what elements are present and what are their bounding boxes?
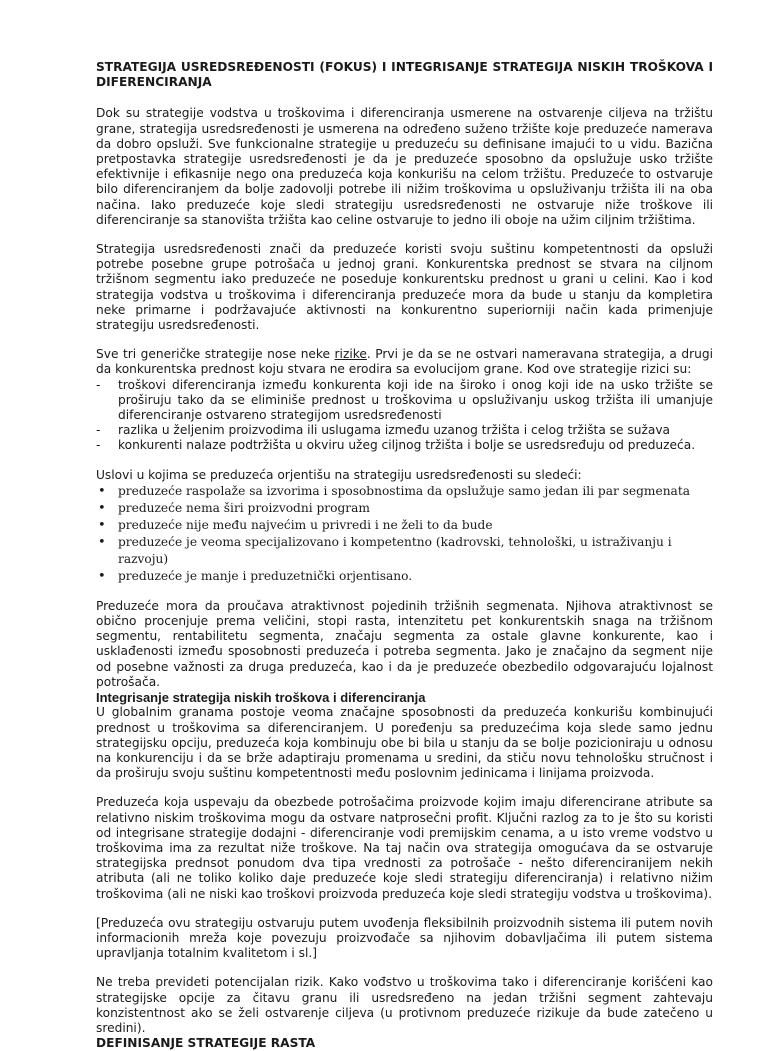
paragraph-integration-3: [Preduzeća ovu strategiju ostvaruju putem uvođenja fleksibilnih proizvodnih sistema ili putem novih informacionih mreža koje povezuju proizvođače sa njihovim dobavljačima ili putem sistema upravljanja totalnim kvalitetom i sl.]: [96, 915, 713, 961]
section-heading-integration: Integrisanje strategija niskih troškova i diferenciranja: [96, 690, 426, 706]
risk-item: - konkurenti nalaze podtržišta u okviru užeg ciljnog tržišta i bolje se usredsređuju od preduzeća.: [96, 438, 713, 453]
section-heading-growth: DEFINISANJE STRATEGIJE RASTA: [96, 1036, 316, 1051]
paragraph-segments: Preduzeće mora da proučava atraktivnost pojedinih tržišnih segmenata. Njihova atraktivnost se obično procenjuje prema veličini, stopi rasta, intenzitetu pet konkurentskih snaga na tržišnom segmentu, rentabilitetu segmenta, značaju segmenta za ostale glavne konkurente, kao i usklađenosti između sposobnosti preduzeća i potreba segmenta. Jako je značajno da segment nije od posebne važnosti za druga preduzeća, kao i da je preduzeće obezbedilo odgovarajuću lojalnost potrošača.: [96, 598, 713, 689]
paragraph-competence: Strategija usredsređenosti znači da preduzeće koristi svoju suštinu kompetentnosti da opsluži potrebe posebne grupe potrošača u jednoj grani. Konkurentska prednost se stvara na ciljnom tržišnom segmentu iako preduzeće ne poseduje konkurentsku prednost u grani u celini. Kao i kod strategija vodstva u troškovima i diferenciranja preduzeće mora da bude u stanju da kompletira neke primarne i podržavajuće aktivnosti na konkurentno superiorniji način kada primenjuje strategiju usredsređenosti.: [96, 242, 713, 333]
risks-link[interactable]: rizike: [334, 347, 367, 362]
condition-item: • preduzeće je manje i preduzetnički orjentisano.: [96, 568, 713, 585]
document-title: STRATEGIJA USREDSREĐENOSTI (FOKUS) I INTEGRISANJE STRATEGIJA NISKIH TROŠKOVA I DIFERENCIRANJA: [96, 60, 713, 90]
condition-item: • preduzeće nema širi proizvodni program: [96, 500, 713, 517]
risk-item: - razlika u željenim proizvodima ili uslugama između uzanog tržišta i celog tržišta se sužava: [96, 423, 713, 438]
paragraph-integration-1: U globalnim granama postoje veoma značajne sposobnosti da preduzeća konkurišu kombinujući prednost u troškovima sa diferenciranjem. U poređenju sa preduzećima koja slede samo jednu strategijsku opciju, preduzeća koja kombinuju obe bi bila u stanju da se bolje pozicioniraju u odnosu na konkurenciju i da se brže adaptiraju promenama u sredini, da stiču novu tehnološku stručnost i da proširuju svoju suštinu kompetentnosti među poslovnim jedinicama i linijama proizvoda.: [96, 705, 713, 781]
conditions-intro: Uslovi u kojima se preduzeća orjentišu na strategiju usredsređenosti su sledeći:: [96, 467, 582, 482]
paragraph-intro: Dok su strategije vodstva u troškovima i diferenciranja usmerene na ostvarenje ciljeva na tržištu grane, strategija usredsređenosti je usmerena na određeno suženo tržište koje preduzeće namerava da dobro opsluži. Sve funkcionalne strategije u preduzeću su definisane imajući to u vidu. Bazična pretpostavka strategije usredsređenosti je da je preduzeće sposobno da opslužuje usko tržište efektivnije i efikasnije nego ona preduzeća koja konkurišu na celom tržištu. Preduzeće to ostvaruje bilo diferenciranjem da bolje zadovolji potrebe ili nižim troškovima u opsluživanju tržišta ili na oba načina. Iako preduzeće koje sledi strategiju usredsređenosti ne ostvaruje niže troškove ili diferenciranje sa stanovišta tržišta kao celine ostvaruje to jedno ili oboje na užim ciljnim tržištima.: [96, 106, 713, 227]
paragraph-integration-4: Ne treba prevideti potencijalan rizik. Kako vođstvo u troškovima tako i diferenciranje korišćeni kao strategijske opcije za čitavu granu ili usredsređeno na jedan tržišni segment zahtevaju konzistentnost ako se želi ostvarenje ciljeva (u protivnom preduzeće rizikuje da bude zatečeno u sredini).: [96, 975, 713, 1035]
condition-item: • preduzeće raspolaže sa izvorima i sposobnostima da opslužuje samo jedan ili par segmenata: [96, 483, 713, 500]
condition-item: • preduzeće nije među najvećim u privredi i ne želi to da bude: [96, 517, 713, 534]
risks-list: [96, 378, 713, 454]
paragraph-integration-2: Preduzeća koja uspevaju da obezbede potrošačima proizvode kojim imaju diferencirane atribute sa relativno niskim troškovima mogu da ostvare natprosečni profit. Ključni razlog za to je što su koristi od integrisane strategije dodajni - diferenciranje vodi premijskim cenama, a u isto vreme vodstvo u troškovima ima za rezultat niže troškove. Na taj način ova strategija omogućava da se ostvaruje strategijska prednsot ponudom dva tipa vrednosti za potrošače - nešto diferenciranijem nekih atributa (ali ne toliko koliko daje preduzeće koje sledi strategiju diferenciranja) i relativno nižim troškovima (ali ne niski kao troškovi proizvoda preduzeća koje sledi strategiju vodstva u troškovima).: [96, 795, 713, 901]
conditions-list: [96, 483, 713, 585]
condition-item: • preduzeće je veoma specijalizovano i kompetentno (kadrovski, tehnološki, u istraživanju i razvoju): [96, 534, 713, 568]
risks-intro: Sve tri generičke strategije nose neke rizike. Prvi je da se ne ostvari nameravana strategija, a drugi da konkurentska prednost koju stvara ne erodira sa evolucijom grane. Kod ove strategije rizici su:: [96, 347, 713, 377]
risk-item: - troškovi diferenciranja između konkurenta koji ide na široko i onog koji ide na usko tržište se proširuju tako da se eliminiše prednost u troškovima u opsluživanju uskog tržišta ili umanjuje diferenciranje ostvareno strategijom usredsređenosti: [96, 378, 713, 424]
document-body: [96, 60, 713, 1051]
